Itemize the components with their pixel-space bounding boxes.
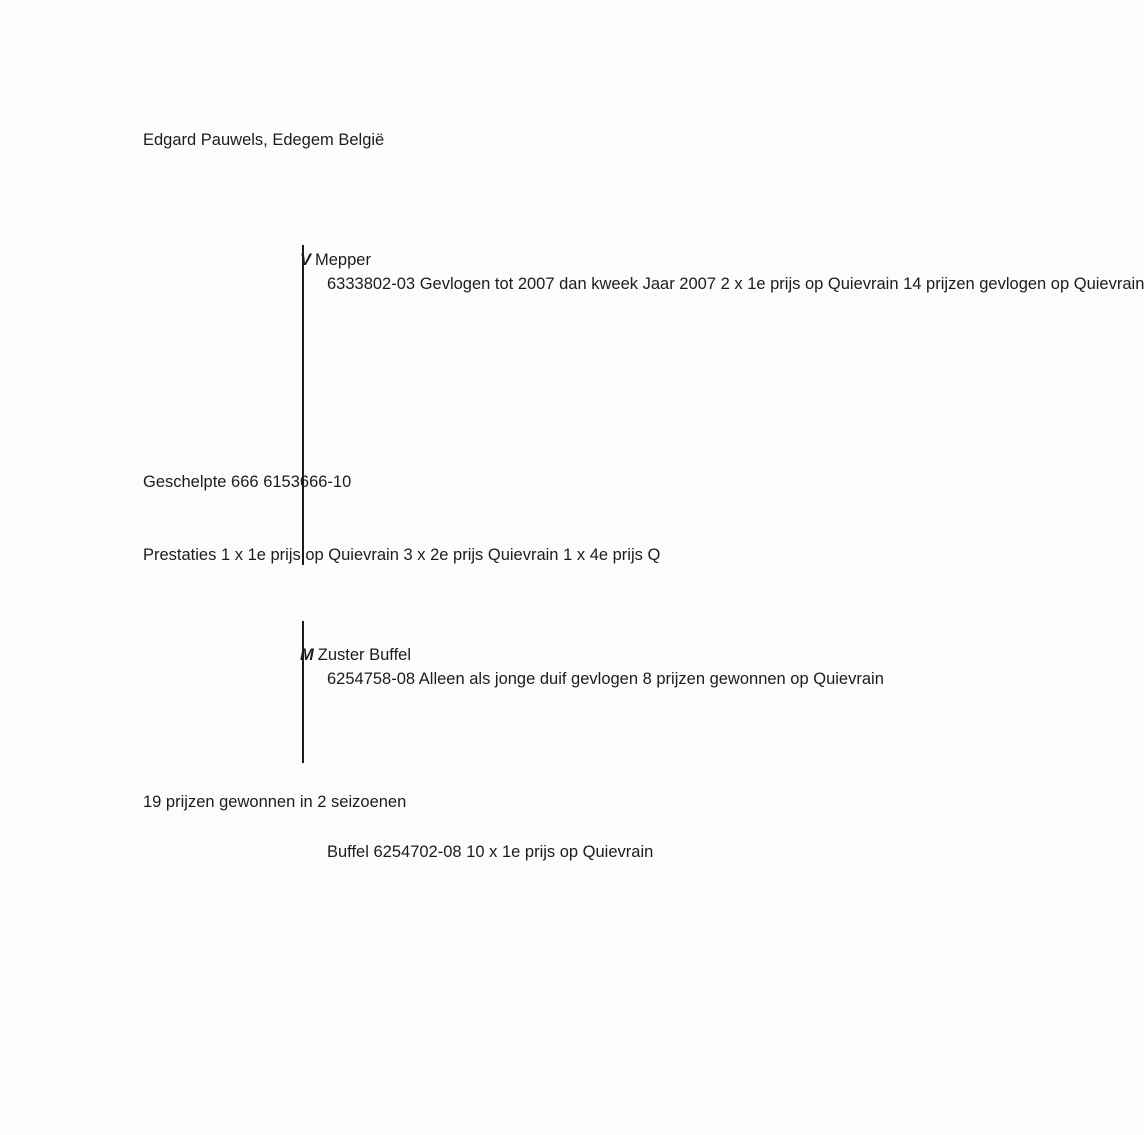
mother-line: Alleen als jonge duif gevlogen bbox=[418, 670, 639, 688]
mother-line: 8 prijzen gewonnen op Quievrain bbox=[642, 670, 884, 688]
related-pigeon bbox=[327, 840, 653, 865]
mother-marker: M bbox=[300, 646, 314, 664]
father-marker: V bbox=[300, 251, 312, 269]
father-entry bbox=[300, 248, 371, 273]
related-name: Buffel bbox=[327, 843, 369, 861]
mother-details bbox=[327, 667, 884, 692]
father-details bbox=[327, 272, 1144, 297]
pigeon-name: Geschelpte 666 bbox=[143, 473, 259, 491]
mother-entry bbox=[300, 643, 411, 668]
father-bracket-line bbox=[302, 245, 304, 565]
father-line: Jaar 2007 bbox=[642, 275, 716, 293]
mother-name: Zuster Buffel bbox=[317, 646, 411, 664]
performance-heading: Prestaties bbox=[143, 546, 217, 564]
breeder-header: Edgard Pauwels, Edegem België bbox=[143, 131, 385, 149]
related-ring: 6254702-08 bbox=[373, 843, 462, 861]
father-line: Gevlogen tot 2007 dan kweek bbox=[419, 275, 639, 293]
summary-line: 19 prijzen gewonnen in 2 seizoenen bbox=[143, 793, 407, 811]
performance-line: 1 x 4e prijs Q bbox=[563, 546, 661, 564]
performance-line: 1 x 1e prijs op Quievrain bbox=[220, 546, 399, 564]
performance-line: 3 x 2e prijs Quievrain bbox=[403, 546, 559, 564]
mother-ring: 6254758-08 bbox=[327, 670, 416, 688]
father-ring: 6333802-03 bbox=[327, 275, 416, 293]
related-line: 10 x 1e prijs op Quievrain bbox=[466, 843, 654, 861]
pigeon-ring: 6153666-10 bbox=[263, 473, 352, 491]
pigeon-info bbox=[143, 470, 351, 495]
pigeon-performances bbox=[143, 543, 660, 568]
father-line: 14 prijzen gevlogen op Quievrain bbox=[903, 275, 1144, 293]
father-line: 2 x 1e prijs op Quievrain bbox=[720, 275, 899, 293]
father-name: Mepper bbox=[315, 251, 371, 269]
